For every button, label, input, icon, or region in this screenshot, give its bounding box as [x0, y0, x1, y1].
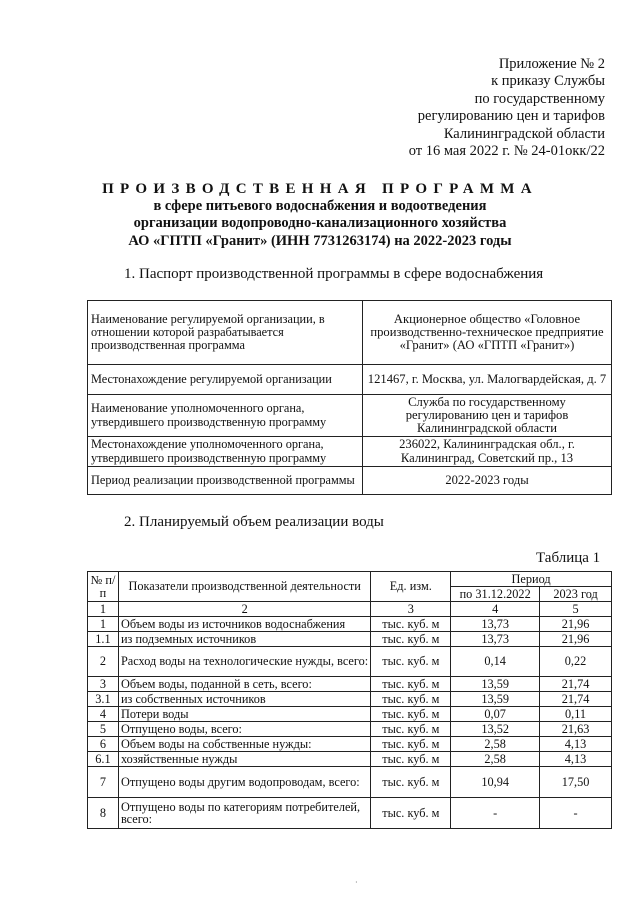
table-row: [88, 722, 612, 737]
row-unit: тыс. куб. м: [371, 707, 451, 722]
header-num: № п/п: [88, 572, 119, 602]
row-number: 3.1: [88, 692, 119, 707]
passport-value: 236022, Калининградская обл., г. Калининград, Советский пр., 13: [363, 437, 612, 467]
header-col2: 2023 год: [540, 587, 612, 602]
column-number: 3: [371, 602, 451, 617]
annex-line: Калининградской области: [443, 125, 605, 142]
row-name: Потери воды: [118, 707, 370, 722]
header-period: Период: [451, 572, 612, 587]
annex-line: по государственному: [474, 90, 605, 107]
passport-row: [88, 365, 612, 395]
row-value-2022: 13,73: [451, 617, 540, 632]
row-unit: тыс. куб. м: [371, 798, 451, 829]
row-unit: тыс. куб. м: [371, 692, 451, 707]
passport-value: 2022-2023 годы: [363, 467, 612, 495]
row-value-2023: 21,96: [540, 617, 612, 632]
row-name: хозяйственные нужды: [118, 752, 370, 767]
row-name: из собственных источников: [118, 692, 370, 707]
row-name: Объем воды, поданной в сеть, всего:: [118, 677, 370, 692]
header-indicator: Показатели производственной деятельности: [118, 572, 370, 602]
table-label: Таблица 1: [536, 550, 601, 566]
row-unit: тыс. куб. м: [371, 617, 451, 632]
passport-row: [88, 467, 612, 495]
row-name: Объем воды из источников водоснабжения: [118, 617, 370, 632]
section1-heading: 1. Паспорт производственной программы в сфере водоснабжения: [124, 266, 544, 282]
passport-value: 121467, г. Москва, ул. Малогвардейская, д. 7: [363, 365, 612, 395]
passport-label: Период реализации производственной программы: [88, 467, 363, 495]
row-value-2023: 21,96: [540, 632, 612, 647]
row-value-2022: 13,59: [451, 692, 540, 707]
passport-row: [88, 395, 612, 437]
row-value-2023: 4,13: [540, 737, 612, 752]
table-row: [88, 798, 612, 829]
row-value-2022: 0,14: [451, 647, 540, 677]
table-row: [88, 647, 612, 677]
document-title: [40, 180, 600, 250]
row-name: Отпущено воды по категориям потребителей, всего:: [118, 798, 370, 829]
row-number: 6: [88, 737, 119, 752]
row-value-2022: 10,94: [451, 767, 540, 798]
passport-row: [88, 437, 612, 467]
row-value-2023: 4,13: [540, 752, 612, 767]
passport-value: Акционерное общество «Головное производственно-техническое предприятие «Гранит» (АО «ГПТП «Гранит»): [363, 301, 612, 365]
title-main: ПРОИЗВОДСТВЕННАЯ ПРОГРАММА: [102, 181, 538, 197]
row-value-2023: 21,74: [540, 677, 612, 692]
row-number: 8: [88, 798, 119, 829]
annex-line: регулированию цен и тарифов: [417, 108, 605, 125]
annex-line: к приказу Службы: [491, 73, 605, 90]
column-number: 2: [118, 602, 370, 617]
row-unit: тыс. куб. м: [371, 737, 451, 752]
table-row: [88, 767, 612, 798]
passport-table: [87, 300, 612, 495]
row-value-2022: 13,59: [451, 677, 540, 692]
passport-value: Служба по государственному регулированию цен и тарифов Калининградской области: [363, 395, 612, 437]
row-value-2022: 2,58: [451, 737, 540, 752]
row-value-2023: 21,74: [540, 692, 612, 707]
row-unit: тыс. куб. м: [371, 722, 451, 737]
section2-heading: 2. Планируемый объем реализации воды: [124, 514, 384, 530]
row-number: 7: [88, 767, 119, 798]
title-line: АО «ГПТП «Гранит» (ИНН 7731263174) на 2022-2023 годы: [128, 232, 512, 249]
row-name: из подземных источников: [118, 632, 370, 647]
row-name: Отпущено воды другим водопроводам, всего:: [118, 767, 370, 798]
row-number: 5: [88, 722, 119, 737]
passport-label: Местонахождение регулируемой организации: [88, 365, 363, 395]
table-row: [88, 692, 612, 707]
row-number: 2: [88, 647, 119, 677]
table-row: [88, 707, 612, 722]
row-unit: тыс. куб. м: [371, 632, 451, 647]
annex-block: [360, 56, 605, 160]
row-name: Объем воды на собственные нужды:: [118, 737, 370, 752]
volume-table: [87, 571, 612, 829]
row-value-2022: -: [451, 798, 540, 829]
row-unit: тыс. куб. м: [371, 752, 451, 767]
page-dot: ·: [355, 878, 358, 887]
annex-line: от 16 мая 2022 г. № 24-01окк/22: [408, 143, 605, 160]
row-value-2022: 0,07: [451, 707, 540, 722]
row-number: 3: [88, 677, 119, 692]
row-value-2022: 2,58: [451, 752, 540, 767]
table-row: [88, 677, 612, 692]
row-number: 4: [88, 707, 119, 722]
row-number: 1.1: [88, 632, 119, 647]
row-number: 6.1: [88, 752, 119, 767]
table-row: [88, 752, 612, 767]
annex-line: Приложение № 2: [498, 56, 605, 72]
header-unit: Ед. изм.: [371, 572, 451, 602]
passport-row: [88, 301, 612, 365]
table-row: [88, 737, 612, 752]
row-value-2023: -: [540, 798, 612, 829]
row-unit: тыс. куб. м: [371, 767, 451, 798]
passport-label: Местонахождение уполномоченного органа, утвердившего производственную программу: [88, 437, 363, 467]
row-name: Отпущено воды, всего:: [118, 722, 370, 737]
row-value-2022: 13,73: [451, 632, 540, 647]
row-unit: тыс. куб. м: [371, 677, 451, 692]
title-line: организации водопроводно-канализационного хозяйства: [133, 215, 507, 232]
row-unit: тыс. куб. м: [371, 647, 451, 677]
row-value-2023: 17,50: [540, 767, 612, 798]
table-row: [88, 617, 612, 632]
row-value-2023: 21,63: [540, 722, 612, 737]
row-value-2022: 13,52: [451, 722, 540, 737]
row-name: Расход воды на технологические нужды, всего:: [118, 647, 370, 677]
table-row: [88, 632, 612, 647]
column-number: 5: [540, 602, 612, 617]
passport-label: Наименование регулируемой организации, в отношении которой разрабатывается производственная программа: [88, 301, 363, 365]
row-value-2023: 0,22: [540, 647, 612, 677]
column-number: 4: [451, 602, 540, 617]
column-number-row: [88, 602, 612, 617]
column-number: 1: [88, 602, 119, 617]
header-row: [88, 572, 612, 587]
header-col1: по 31.12.2022: [451, 587, 540, 602]
row-number: 1: [88, 617, 119, 632]
passport-label: Наименование уполномоченного органа, утвердившего производственную программу: [88, 395, 363, 437]
row-value-2023: 0,11: [540, 707, 612, 722]
title-line: в сфере питьевого водоснабжения и водоотведения: [153, 198, 487, 214]
